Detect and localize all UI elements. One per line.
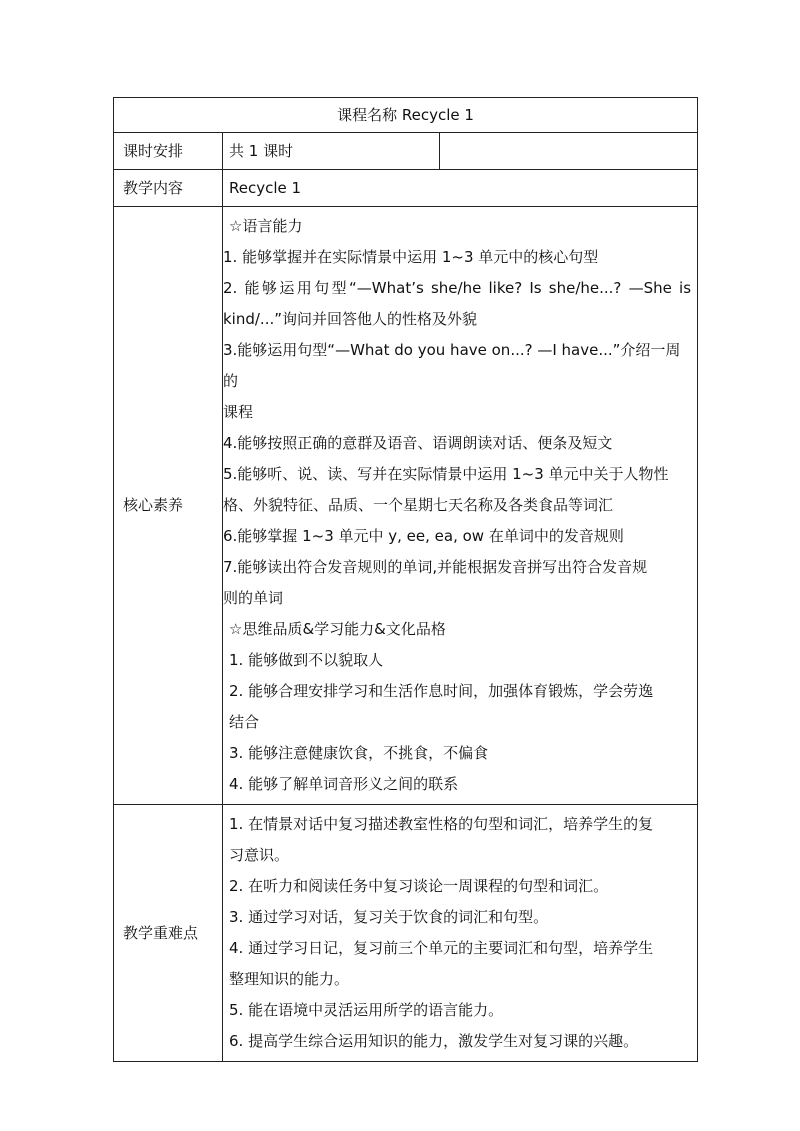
schedule-value: 共 1 课时 — [223, 133, 440, 170]
list-item: 6.能够掌握 1~3 单元中 y, ee, ea, ow 在单词中的发音规则 — [223, 527, 624, 545]
list-item: 5.能够听、说、读、写并在实际情景中运用 1~3 单元中关于人物性 — [223, 465, 669, 483]
difficulties-label: 教学重难点 — [114, 805, 223, 1062]
list-item: 6. 提高学生综合运用知识的能力，激发学生对复习课的兴趣。 — [229, 1032, 639, 1050]
section2-title: ☆思维品质&学习能力&文化品格 — [229, 620, 446, 638]
list-item: 7.能够读出符合发音规则的单词,并能根据发音拼写出符合发音规 — [223, 558, 648, 576]
competency-row — [114, 207, 698, 805]
list-item: 2. 能够运用句型“—What’s she/he like? Is she/he...? —She is — [223, 279, 692, 297]
list-item: 2. 能够合理安排学习和生活作息时间，加强体育锻炼，学会劳逸 — [229, 682, 654, 700]
list-item: 格、外貌特征、品质、一个星期七天名称及各类食品等词汇 — [223, 496, 614, 514]
list-item: 习意识。 — [229, 846, 290, 864]
title-row — [114, 98, 698, 133]
schedule-blank-cell — [440, 133, 698, 170]
section1-title: ☆语言能力 — [229, 217, 303, 235]
difficulties-content — [223, 805, 698, 1062]
list-item: 整理知识的能力。 — [229, 970, 350, 988]
list-item: 1. 在情景对话中复习描述教室性格的句型和词汇，培养学生的复 — [229, 815, 654, 833]
content-label: 教学内容 — [114, 170, 223, 207]
content-value: Recycle 1 — [223, 170, 698, 207]
lesson-plan-table — [113, 97, 698, 1062]
list-item: 4.能够按照正确的意群及语音、语调朗读对话、便条及短文 — [223, 434, 613, 452]
list-item: 3.能够运用句型“—What do you have on...? —I have...”介绍一周的 — [223, 341, 681, 390]
list-item: 则的单词 — [223, 589, 284, 607]
list-item: 4. 通过学习日记，复习前三个单元的主要词汇和句型，培养学生 — [229, 939, 654, 957]
list-item: 5. 能在语境中灵活运用所学的语言能力。 — [229, 1001, 504, 1019]
list-item: kind/...”询问并回答他人的性格及外貌 — [223, 310, 478, 328]
competency-content — [223, 207, 698, 805]
schedule-row — [114, 133, 698, 170]
list-item: 3. 通过学习对话，复习关于饮食的词汇和句型。 — [229, 908, 549, 926]
difficulties-row — [114, 805, 698, 1062]
competency-label: 核心素养 — [114, 207, 223, 805]
course-title: 课程名称 Recycle 1 — [114, 98, 698, 133]
list-item: 1. 能够掌握并在实际情景中运用 1~3 单元中的核心句型 — [223, 248, 599, 266]
content-row — [114, 170, 698, 207]
list-item: 课程 — [223, 403, 254, 421]
list-item: 1. 能够做到不以貌取人 — [229, 651, 384, 669]
schedule-label: 课时安排 — [114, 133, 223, 170]
list-item: 2. 在听力和阅读任务中复习谈论一周课程的句型和词汇。 — [229, 877, 609, 895]
list-item: 3. 能够注意健康饮食，不挑食，不偏食 — [229, 744, 489, 762]
list-item: 4. 能够了解单词音形义之间的联系 — [229, 775, 459, 793]
list-item: 结合 — [229, 713, 260, 731]
